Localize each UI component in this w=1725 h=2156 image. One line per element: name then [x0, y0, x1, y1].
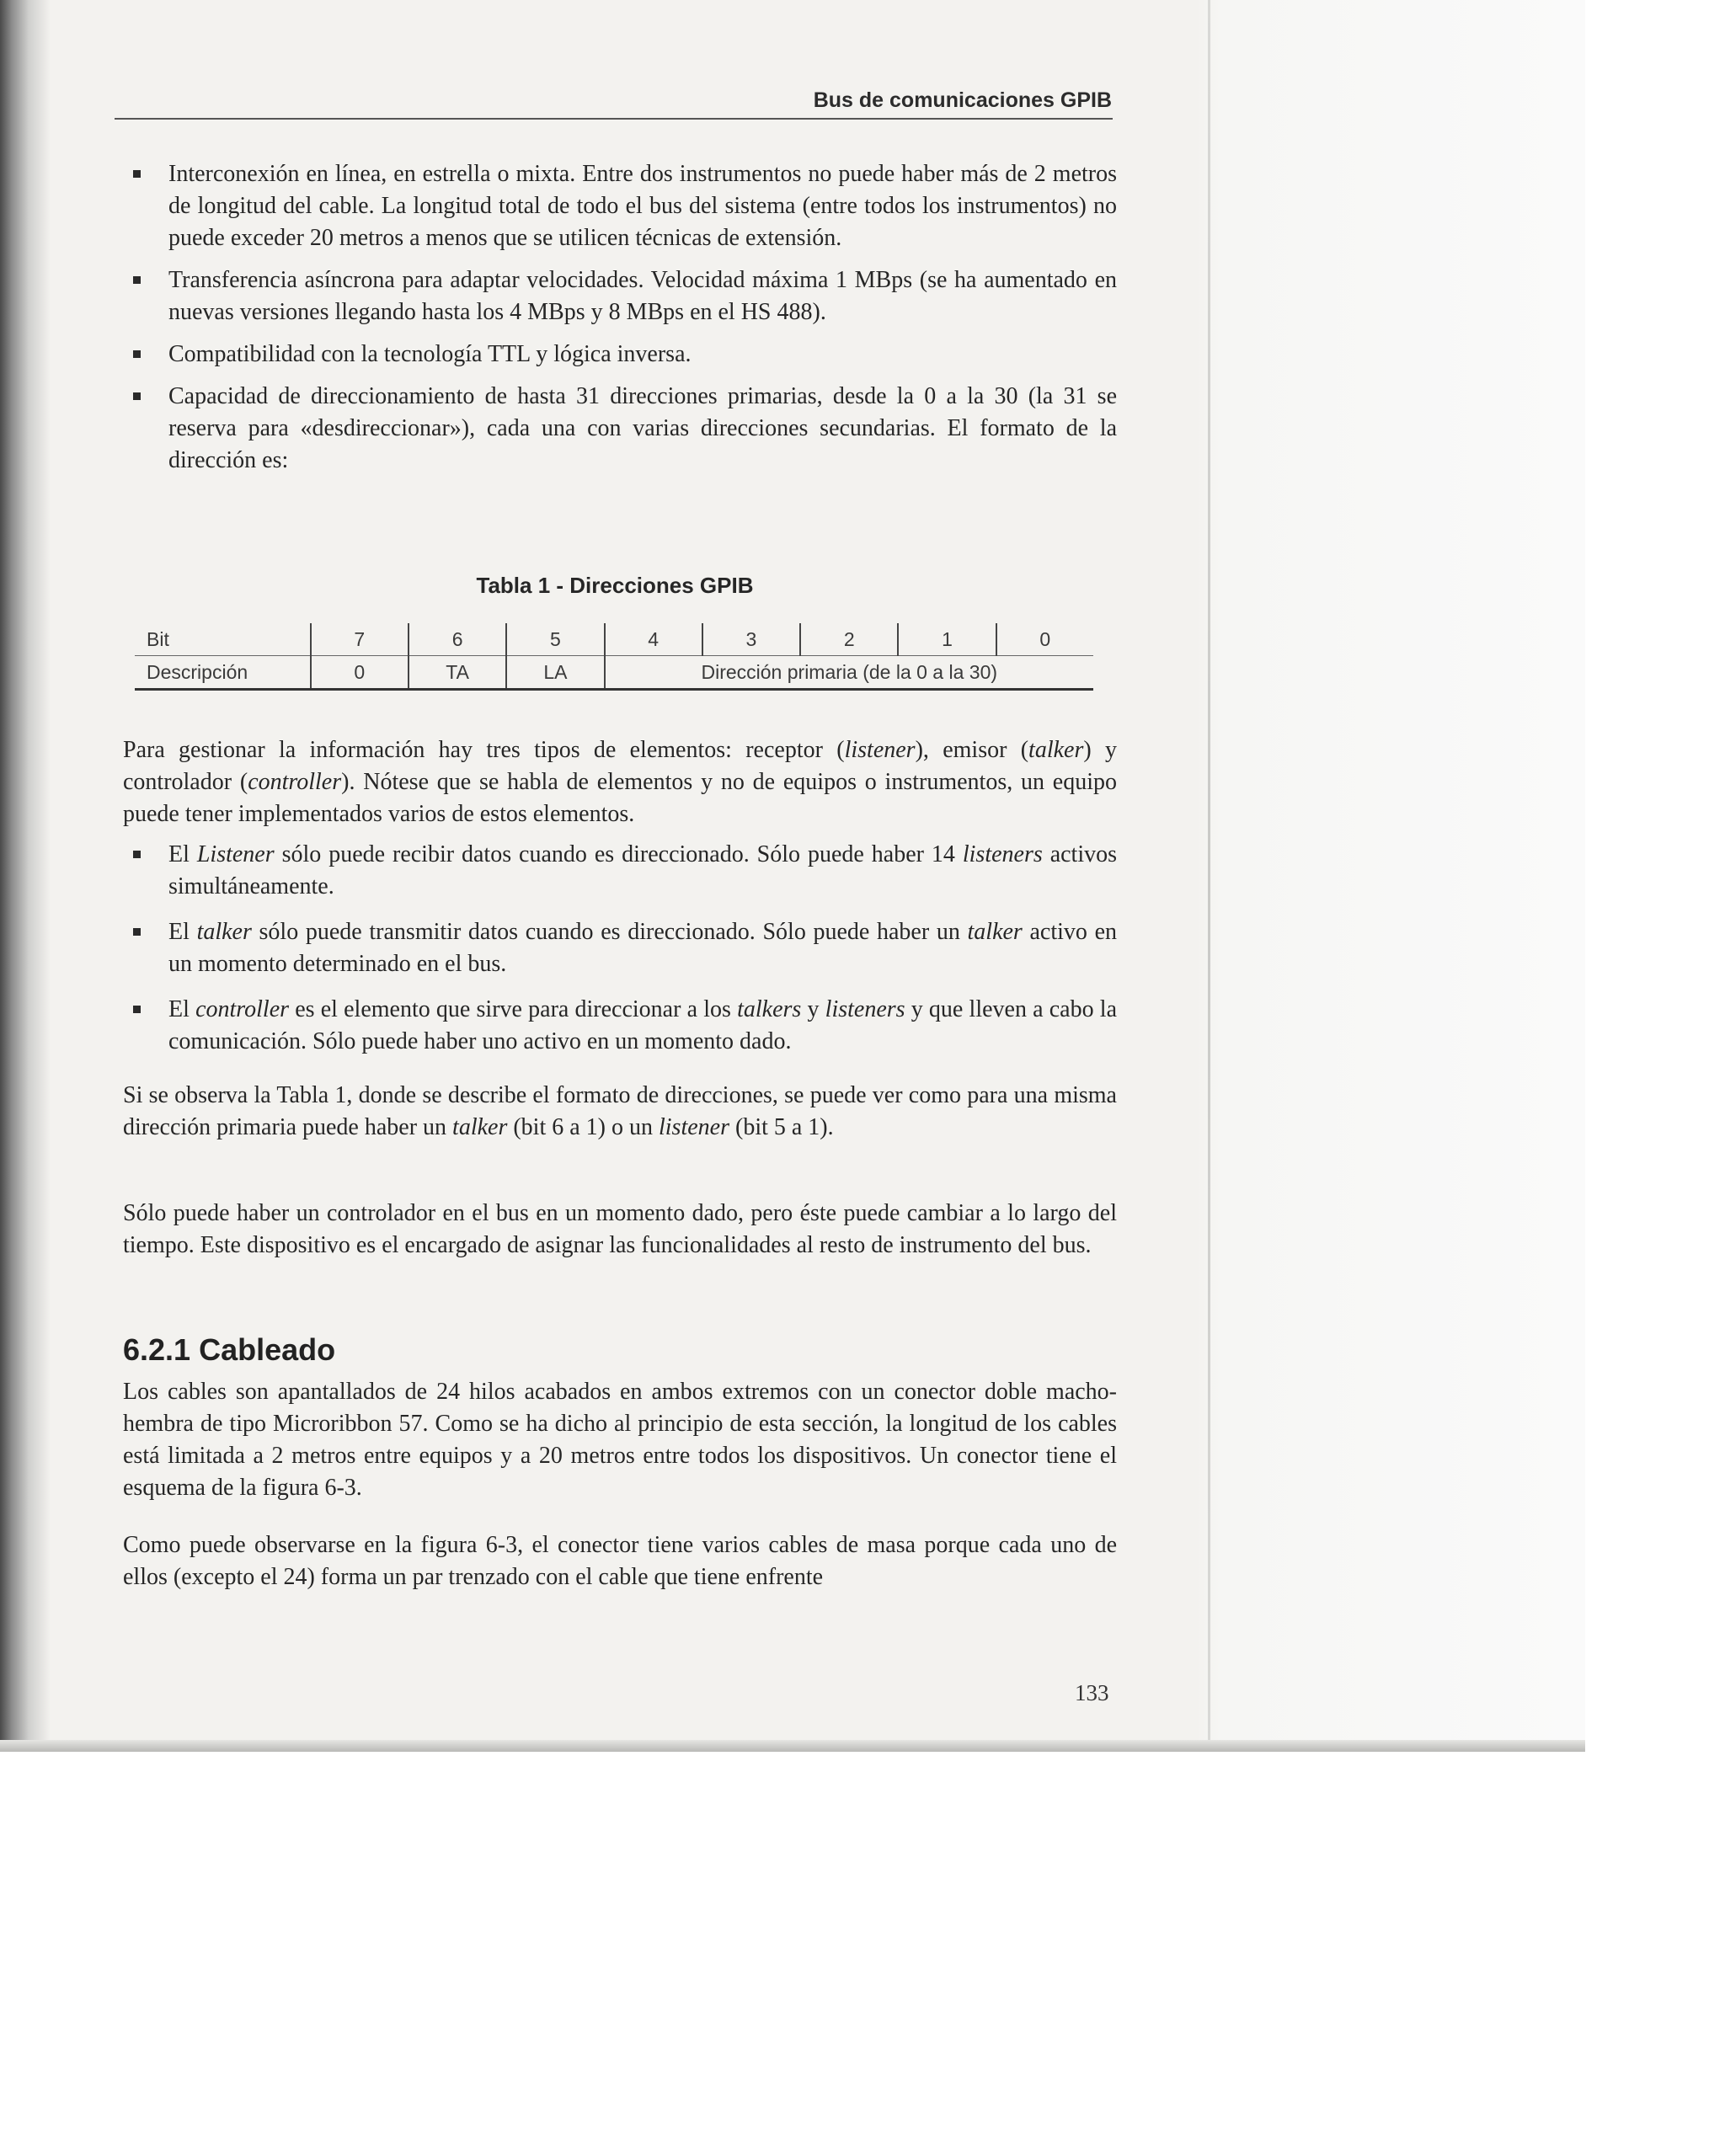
table-cell: Bit: [135, 623, 311, 656]
table-cell: 4: [605, 623, 702, 656]
address-table: [135, 623, 1093, 691]
paragraph: Para gestionar la información hay tres tipos de elementos: receptor (listener), emisor (talker) y controlador (controller). Nótese que se habla de elementos y no de equipos o instrumentos, un equipo puede tener implementados varios de estos elementos.: [123, 737, 1118, 827]
paragraph: Sólo puede haber un controlador en el bus en un momento dado, pero éste puede cambiar a lo largo del tiempo. Este dispositivo es el encargado de asignar las funcionalidades al resto de instrumento del bus.: [123, 1200, 1117, 1258]
bullet-icon: [133, 392, 141, 400]
section-title: 6.2.1 Cableado: [123, 1332, 336, 1367]
table-cell: LA: [506, 656, 604, 690]
roles-list: [123, 839, 1117, 1058]
list-item: Transferencia asíncrona para adaptar velocidades. Velocidad máxima 1 MBps (se ha aumentado en nuevas versiones llegando hasta los 4 MBps y 8 MBps en el HS 488).: [123, 264, 1117, 328]
controller-paragraph-block: [123, 1198, 1117, 1262]
bullet-icon: [133, 170, 141, 178]
bullet-icon: [133, 276, 141, 284]
bullet-icon: [133, 1006, 141, 1013]
cabling-paragraph-block: [123, 1376, 1117, 1504]
list-item: El talker sólo puede transmitir datos cuando es direccionado. Sólo puede haber un talker activo en un momento determinado en el bus.: [123, 916, 1117, 980]
list-item: Interconexión en línea, en estrella o mixta. Entre dos instrumentos no puede haber más de 2 metros de longitud del cable. La longitud total de todo el bus del sistema (entre todos los instrumentos) no puede exceder 20 metros a menos que se utilicen técnicas de extensión.: [123, 158, 1117, 254]
table-row-bit: [135, 623, 1093, 656]
table-cell: 0: [996, 623, 1093, 656]
binding-shadow: [0, 0, 51, 1752]
table-cell: 5: [506, 623, 604, 656]
elements-paragraph-block: [123, 734, 1117, 830]
paragraph: Los cables son apantallados de 24 hilos acabados en ambos extremos con un conector doble macho-hembra de tipo Microribbon 57. Como se ha dicho al principio de esta sección, la longitud de los cables está limitada a 2 metros entre equipos y a 20 metros entre todos los dispositivos. Un conector tiene el esquema de la figura 6-3.: [123, 1379, 1117, 1501]
table-cell: TA: [409, 656, 506, 690]
page-number: 133: [1075, 1680, 1109, 1705]
header-rule: [115, 118, 1113, 120]
table-cell: Descripción: [135, 656, 311, 690]
bullet-icon: [133, 350, 141, 358]
table-title: Tabla 1 - Direcciones GPIB: [476, 573, 754, 598]
feature-list-block: [123, 158, 1117, 487]
table-cell: 1: [898, 623, 996, 656]
table-cell: Dirección primaria (de la 0 a la 30): [605, 656, 1093, 690]
list-item: El controller es el elemento que sirve para direccionar a los talkers y listeners y que lleven a cabo la comunicación. Sólo puede haber uno activo en un momento dado.: [123, 994, 1117, 1058]
table-cell: 3: [702, 623, 800, 656]
table-cell: 0: [311, 656, 409, 690]
page-edge-line: [1208, 0, 1210, 1752]
list-item: Capacidad de direccionamiento de hasta 31 direcciones primarias, desde la 0 a la 30 (la 31 se reserva para «desdireccionar»), cada una con varias direcciones secundarias. El formato de la dirección es:: [123, 381, 1117, 477]
table-explanation-block: [123, 1080, 1117, 1144]
bullet-icon: [133, 928, 141, 936]
page-bottom-edge: [0, 1740, 1585, 1752]
page-edge: [1196, 0, 1585, 1752]
table-cell: 7: [311, 623, 409, 656]
table-cell: 6: [409, 623, 506, 656]
cabling-paragraph-2-block: [123, 1529, 1117, 1593]
roles-list-block: [123, 839, 1117, 1071]
paragraph: Como puede observarse en la figura 6-3, el conector tiene varios cables de masa porque cada uno de ellos (excepto el 24) forma un par trenzado con el cable que tiene enfrente: [123, 1532, 1117, 1590]
running-head: Bus de comunicaciones GPIB: [813, 88, 1112, 112]
bullet-icon: [133, 851, 141, 858]
feature-list: [123, 158, 1117, 477]
list-item: Compatibilidad con la tecnología TTL y lógica inversa.: [123, 339, 1117, 371]
list-item: El Listener sólo puede recibir datos cuando es direccionado. Sólo puede haber 14 listeners activos simultáneamente.: [123, 839, 1117, 903]
table-row-description: [135, 656, 1093, 690]
table-cell: 2: [800, 623, 898, 656]
paragraph: Si se observa la Tabla 1, donde se describe el formato de direcciones, se puede ver como para una misma dirección primaria puede haber un talker (bit 6 a 1) o un listener (bit 5 a 1).: [123, 1082, 1117, 1140]
